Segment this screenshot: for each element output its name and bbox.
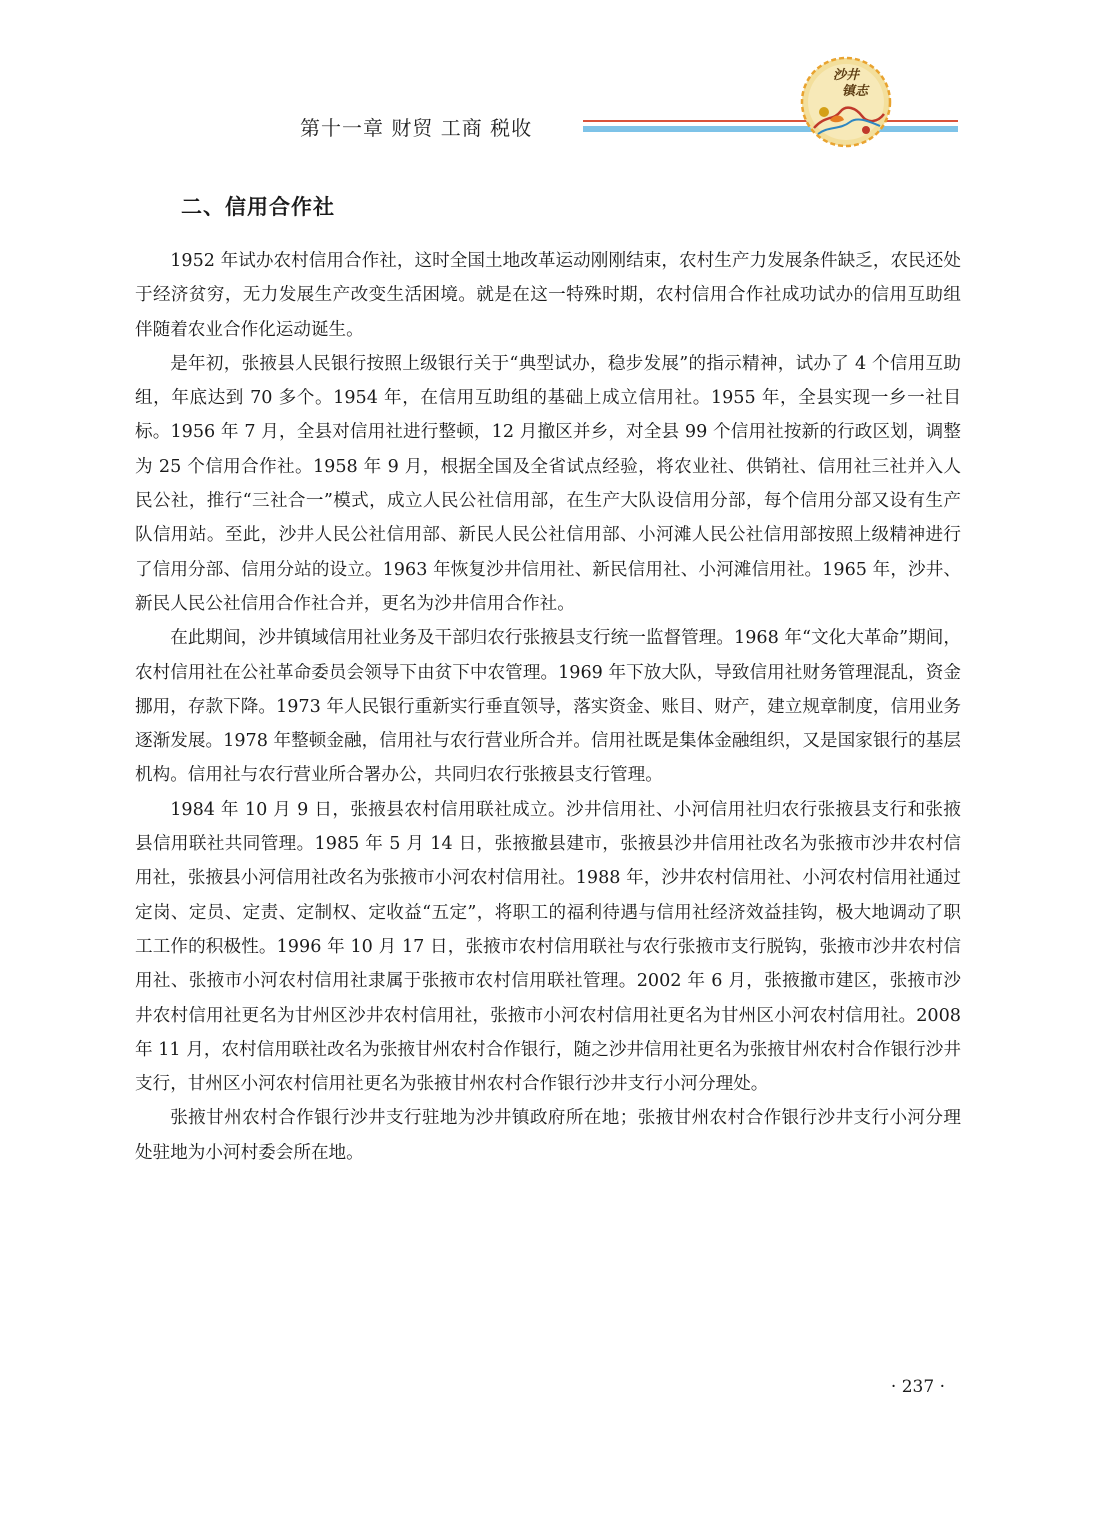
paragraph: 1984 年 10 月 9 日，张掖县农村信用联社成立。沙井信用社、小河信用社归农行张掖县支行和张掖县信用联社共同管理。1985 年 5 月 14 日，张掖撤县建市，张掖县沙井信用社改名为张掖市沙井农村信用社，张掖县小河信用社改名为张掖市小河农村信用社。1988 年，沙井农村信用社、小河农村信用社通过定岗、定员、定责、定制权、定收益“五定”，将职工的福利待遇与信用社经济效益挂钩，极大地调动了职工工作的积极性。1996 年 10 月 17 日，张掖市农村信用联社与农行张掖市支行脱钩，张掖市沙井农村信用社、张掖市小河农村信用社隶属于张掖市农村信用联社管理。2002 年 6 月，张掖撤市建区，张掖市沙井农村信用社更名为甘州区沙井农村信用社，张掖市小河农村信用社更名为甘州区小河农村信用社。2008 年 11 月，农村信用联社改名为张掖甘州农村合作银行，随之沙井信用社更名为张掖甘州农村合作银行沙井支行，甘州区小河农村信用社更名为张掖甘州农村合作银行沙井支行小河分理处。 — [135, 799, 961, 1095]
page-header — [0, 0, 1093, 170]
seal-title-line-2: 镇志 — [841, 84, 868, 99]
chapter-title: 第十一章 财贸 工商 税收 — [300, 116, 533, 140]
paragraph: 张掖甘州农村合作银行沙井支行驻地为沙井镇政府所在地；张掖甘州农村合作银行沙井支行小河分理处驻地为小河村委会所在地。 — [135, 1108, 961, 1163]
page-body — [135, 190, 961, 1170]
book-seal-logo — [800, 56, 892, 148]
paragraph: 在此期间，沙井镇域信用社业务及干部归农行张掖县支行统一监督管理。1968 年“文化大革命”期间，农村信用社在公社革命委员会领导下由贫下中农管理。1969 年下放大队，导致信用社财务管理混乱，资金挪用，存款下降。1973 年人民银行重新实行垂直领导，落实资金、账目、财产，建立规章制度，信用业务逐渐发展。1978 年整顿金融，信用社与农行营业所合并。信用社既是集体金融组织，又是国家银行的基层机构。信用社与农行营业所合署办公，共同归农行张掖县支行管理。 — [135, 628, 961, 786]
paragraph: 是年初，张掖县人民银行按照上级银行关于“典型试办，稳步发展”的指示精神，试办了 4 个信用互助组，年底达到 70 多个。1954 年，在信用互助组的基础上成立信用社。1955 年，全县实现一乡一社目标。1956 年 7 月，全县对信用社进行整顿，12 月撤区并乡，对全县 99 个信用社按新的行政区划，调整为 25 个信用合作社。1958 年 9 月，根据全国及全省试点经验，将农业社、供销社、信用社三社并入人民公社，推行“三社合一”模式，成立人民公社信用部，在生产大队设信用分部，每个信用分部又设有生产队信用站。至此，沙井人民公社信用部、新民人民公社信用部、小河滩人民公社信用部按照上级精神进行了信用分部、信用分站的设立。1963 年恢复沙井信用社、新民信用社、小河滩信用社。1965 年，沙井、新民人民公社信用合作社合并，更名为沙井信用合作社。 — [135, 353, 961, 614]
header-rule — [583, 120, 958, 134]
page-number: · 237 · — [890, 1377, 945, 1397]
seal-title — [800, 68, 892, 100]
paragraph: 1952 年试办农村信用合作社，这时全国土地改革运动刚刚结束，农村生产力发展条件缺乏，农民还处于经济贫穷，无力发展生产改变生活困境。就是在这一特殊时期，农村信用合作社成功试办的信用互助组伴随着农业合作化运动诞生。 — [135, 251, 961, 340]
header-rule-red — [583, 120, 958, 122]
section-heading: 二、信用合作社 — [181, 195, 335, 219]
header-rule-blue — [583, 126, 958, 132]
seal-title-line-1: 沙井 — [832, 68, 859, 83]
